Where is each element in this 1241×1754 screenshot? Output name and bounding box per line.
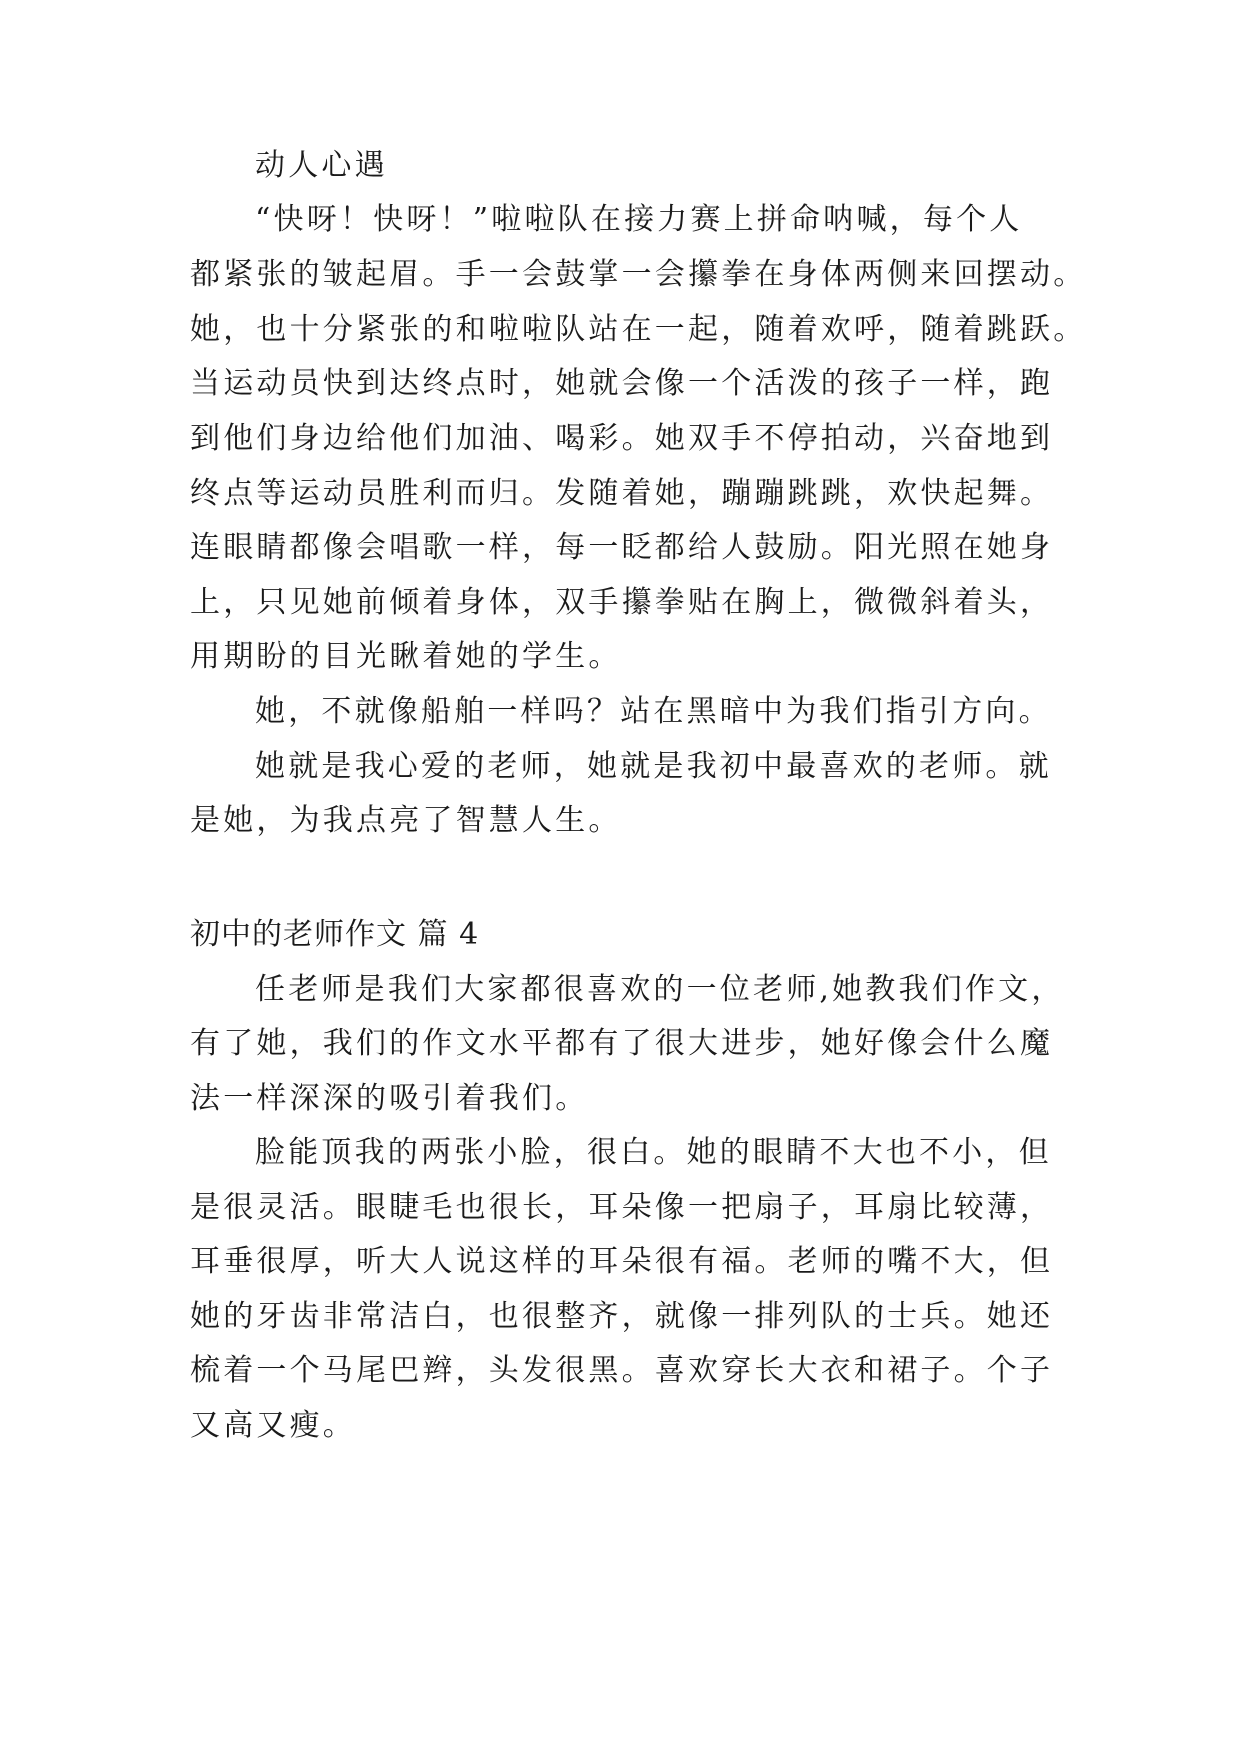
paragraph-line: 上，只见她前倾着身体，双手攥拳贴在胸上，微微斜着头， xyxy=(190,585,1054,620)
paragraph-line: 是她，为我点亮了智慧人生。 xyxy=(190,803,622,838)
paragraph-line: 都紧张的皱起眉。手一会鼓掌一会攥拳在身体两侧来回摆动。 xyxy=(190,257,1087,292)
paragraph-line: 她就是我心爱的老师，她就是我初中最喜欢的老师。就 xyxy=(255,749,1052,784)
paragraph-line: 梳着一个马尾巴辫，头发很黑。喜欢穿长大衣和裙子。个子 xyxy=(190,1353,1054,1388)
paragraph-line: 动人心遇 xyxy=(255,148,388,183)
paragraph-line: 是很灵活。眼睫毛也很长，耳朵像一把扇子，耳扇比较薄， xyxy=(190,1190,1054,1225)
paragraph-line: 又高又瘦。 xyxy=(190,1408,356,1443)
paragraph-line: 她，不就像船舶一样吗？站在黑暗中为我们指引方向。 xyxy=(255,694,1052,729)
paragraph-line: 脸能顶我的两张小脸，很白。她的眼睛不大也不小，但 xyxy=(255,1135,1052,1170)
paragraph-line: “快呀！快呀！”啦啦队在接力赛上拼命呐喊，每个人 xyxy=(255,202,1023,237)
paragraph-line: 当运动员快到达终点时，她就会像一个活泼的孩子一样，跑 xyxy=(190,366,1054,401)
paragraph-line: 用期盼的目光瞅着她的学生。 xyxy=(190,639,622,674)
paragraph-line: 有了她，我们的作文水平都有了很大进步，她好像会什么魔 xyxy=(190,1026,1054,1061)
section-heading: 初中的老师作文 篇 4 xyxy=(190,917,480,952)
paragraph-line: 到他们身边给他们加油、喝彩。她双手不停拍动，兴奋地到 xyxy=(190,421,1054,456)
paragraph-line: 耳垂很厚，听大人说这样的耳朵很有福。老师的嘴不大，但 xyxy=(190,1244,1054,1279)
paragraph-line: 她，也十分紧张的和啦啦队站在一起，随着欢呼，随着跳跃。 xyxy=(190,312,1087,347)
paragraph-line: 任老师是我们大家都很喜欢的一位老师,她教我们作文， xyxy=(255,972,1065,1007)
paragraph-line: 连眼睛都像会唱歌一样，每一眨都给人鼓励。阳光照在她身 xyxy=(190,530,1054,565)
paragraph-line: 终点等运动员胜利而归。发随着她，蹦蹦跳跳，欢快起舞。 xyxy=(190,476,1054,511)
paragraph-line: 她的牙齿非常洁白，也很整齐，就像一排列队的士兵。她还 xyxy=(190,1299,1054,1334)
paragraph-line: 法一样深深的吸引着我们。 xyxy=(190,1081,589,1116)
